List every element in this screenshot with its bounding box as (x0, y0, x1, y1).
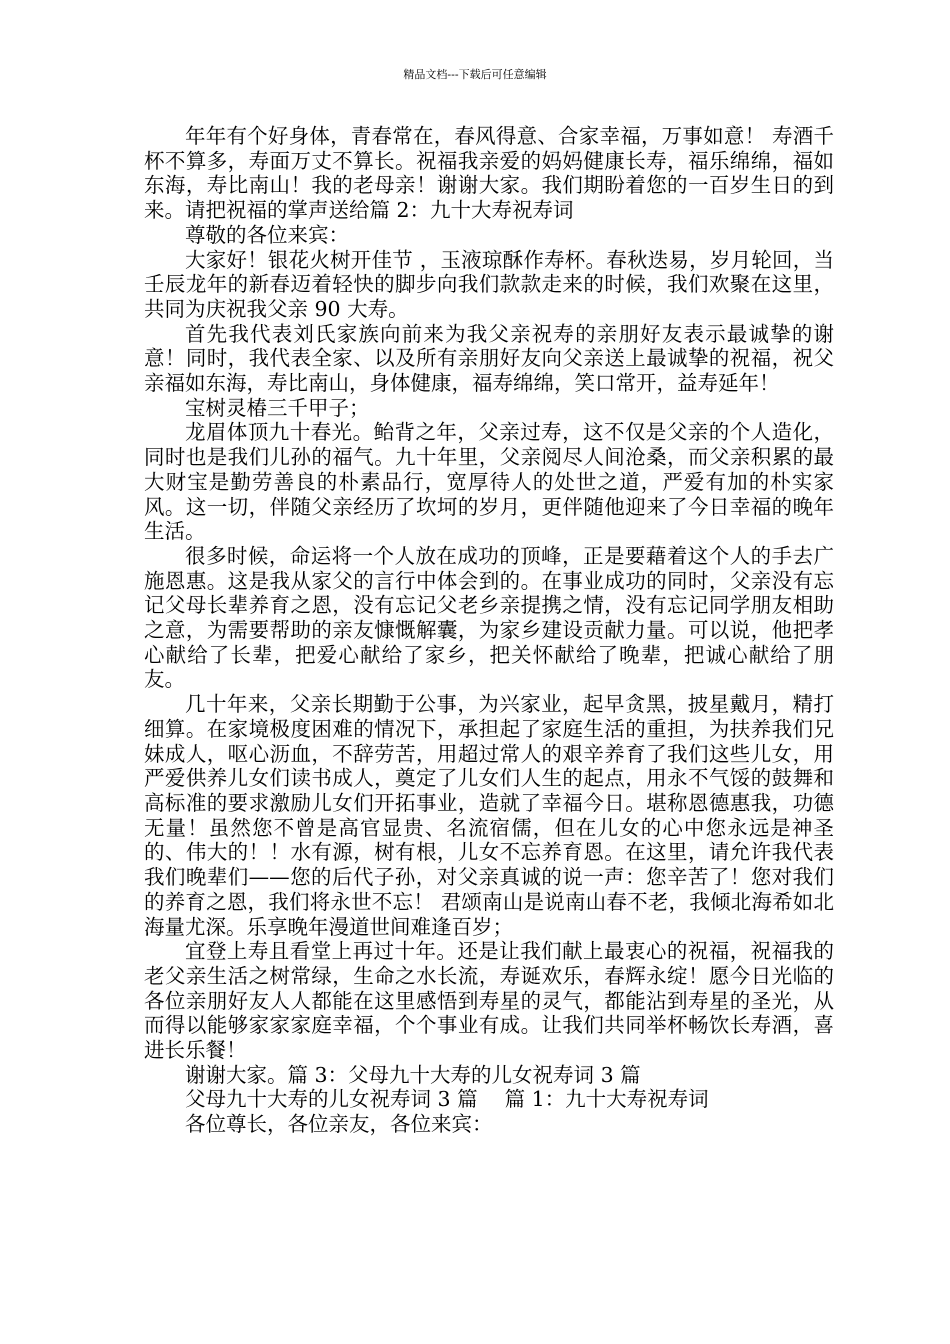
document-body (144, 124, 834, 1137)
paragraph: 各位尊长，各位亲友，各位来宾： (185, 1112, 493, 1137)
paragraph: 首先我代表刘氏家族向前来为我父亲祝寿的亲朋好友表示最诚挚的谢意！同时，我代表全家、以及所有亲朋好友向父亲送上最诚挚的祝福，祝父亲福如东海，寿比南山，身体健康，福寿绵绵，笑口常开，益寿延年！ (144, 321, 834, 396)
paragraph: 几十年来，父亲长期勤于公事，为兴家业，起早贪黑，披星戴月，精打细算。在家境极度困难的情况下，承担起了家庭生活的重担，为扶养我们兄妹成人，呕心沥血，不辞劳苦，用超过常人的艰辛养育了我们这些儿女，用严爱供养儿女们读书成人，奠定了儿女们人生的起点，用永不气馁的鼓舞和高标准的要求激励儿女们开拓事业，造就了幸福今日。堪称恩德惠我，功德无量！虽然您不曾是高官显贵、名流宿儒，但在儿女的心中您永远是神圣的、伟大的！！水有源，树有根，儿女不忘养育恩。在这里，请允许我代表我们晚辈们——您的后代子孙，对父亲真诚的说一声：您辛苦了！您对我们的养育之恩，我们将永世不忘！ 君颂南山是说南山春不老，我倾北海希如北海量尤深。乐享晚年漫道世间难逢百岁； (144, 692, 834, 939)
paragraph: 大家好！银花火树开佳节 ，玉液琼酥作寿杯。春秋迭易，岁月轮回，当壬辰龙年的新春迈着轻快的脚步向我们款款走来的时候，我们欢聚在这里，共同为庆祝我父亲 90 大寿。 (144, 247, 834, 321)
paragraph: 父母九十大寿的儿女祝寿词 3 篇 篇 1：九十大寿祝寿词 (185, 1087, 709, 1112)
paragraph: 很多时候，命运将一个人放在成功的顶峰，正是要藉着这个人的手去广施恩惠。这是我从家父的言行中体会到的。在事业成功的同时，父亲没有忘记父母长辈养育之恩，没有忘记父老乡亲提携之情，没有忘记同学朋友相助之意，为需要帮助的亲友慷慨解囊，为家乡建设贡献力量。可以说，他把孝心献给了长辈，把爱心献给了家乡，把关怀献给了晚辈，把诚心献给了朋友。 (144, 543, 834, 692)
paragraph: 宜登上寿且看堂上再过十年。还是让我们献上最衷心的祝福，祝福我的老父亲生活之树常绿，生命之水长流，寿诞欢乐，春辉永绽！愿今日光临的各位亲朋好友人人都能在这里感悟到寿星的灵气，都能沾到寿星的圣光，从而得以能够家家家庭幸福，个个事业有成。让我们共同举杯畅饮长寿酒，喜进长乐餐！ (144, 939, 834, 1063)
paragraph: 龙眉体顶九十春光。鲐背之年，父亲过寿，这不仅是父亲的个人造化，同时也是我们儿孙的福气。九十年里，父亲阅尽人间沧桑，而父亲积累的最大财宝是勤劳善良的朴素品行，宽厚待人的处世之道，严爱有加的朴实家风。这一切，伴随父亲经历了坎坷的岁月，更伴随他迎来了今日幸福的晚年生活。 (144, 420, 834, 544)
paragraph: 年年有个好身体，青春常在，春风得意、合家幸福，万事如意！ 寿酒千杯不算多，寿面万丈不算长。祝福我亲爱的妈妈健康长寿，福乐绵绵，福如东海，寿比南山！我的老母亲！谢谢大家。我们期盼着您的一百岁生日的到来。请把祝福的掌声送给篇 2：九十大寿祝寿词 (144, 124, 834, 223)
paragraph: 宝树灵椿三千甲子； (185, 395, 370, 420)
paragraph: 谢谢大家。篇 3：父母九十大寿的儿女祝寿词 3 篇 (185, 1062, 641, 1087)
page-header: 精品文档---下载后可任意编辑 (403, 68, 547, 81)
paragraph: 尊敬的各位来宾： (185, 222, 349, 247)
